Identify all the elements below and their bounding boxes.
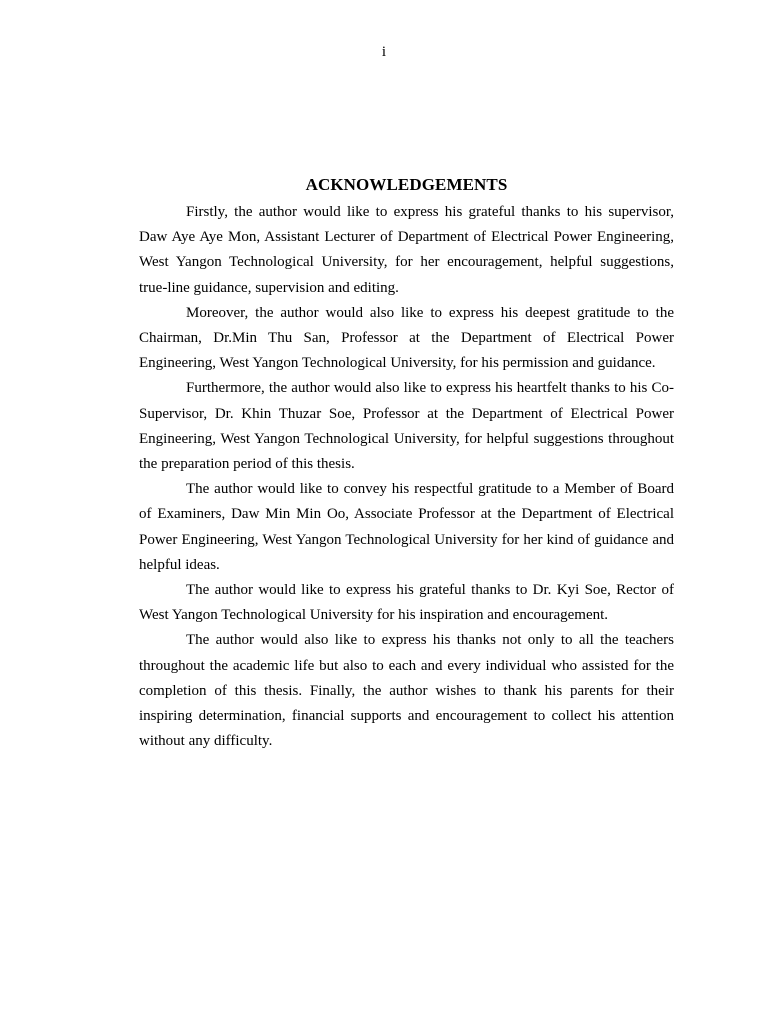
paragraph-chairman: Moreover, the author would also like to express his deepest gratitude to the Chairman, Dr.Min Thu San, Professor at the Department of Electrical Power Engineering, West Yangon Technological University, for his permission and guidance. [139, 304, 674, 372]
paragraph-supervisor: Firstly, the author would like to express his grateful thanks to his supervisor, Daw Aye Aye Mon, Assistant Lecturer of Department of Electrical Power Engineering, West Yangon Technological University, for her encouragement, helpful suggestions, true-line guidance, supervision and editing. [139, 204, 674, 296]
page-number: i [381, 44, 387, 60]
paragraph-co-supervisor: Furthermore, the author would also like to express his heartfelt thanks to his Co- Supervisor, Dr. Khin Thuzar Soe, Professor at the Department of Electrical Power Engineering, West Yangon Technological University, for helpful suggestions throughout the preparation period of this thesis. [139, 380, 674, 473]
document-body [139, 173, 674, 754]
page-title: ACKNOWLEDGEMENTS [305, 175, 508, 194]
paragraph-board-member: The author would like to convey his respectful gratitude to a Member of Board of Examiners, Daw Min Min Oo, Associate Professor at the Department of Electrical Power Engineering, West Yangon Technological University for her kind of guidance and helpful ideas. [139, 481, 674, 573]
paragraph-rector: The author would like to express his grateful thanks to Dr. Kyi Soe, Rector of West Yangon Technological University for his inspiration and encouragement. [139, 582, 674, 624]
paragraph-teachers-parents: The author would also like to express his thanks not only to all the teachers throughout the academic life but also to each and every individual who assisted for the completion of this thesis. Finally, the author wishes to thank his parents for their inspiring determination, financial supports and encouragement to collect his attention without any difficulty. [139, 632, 674, 750]
